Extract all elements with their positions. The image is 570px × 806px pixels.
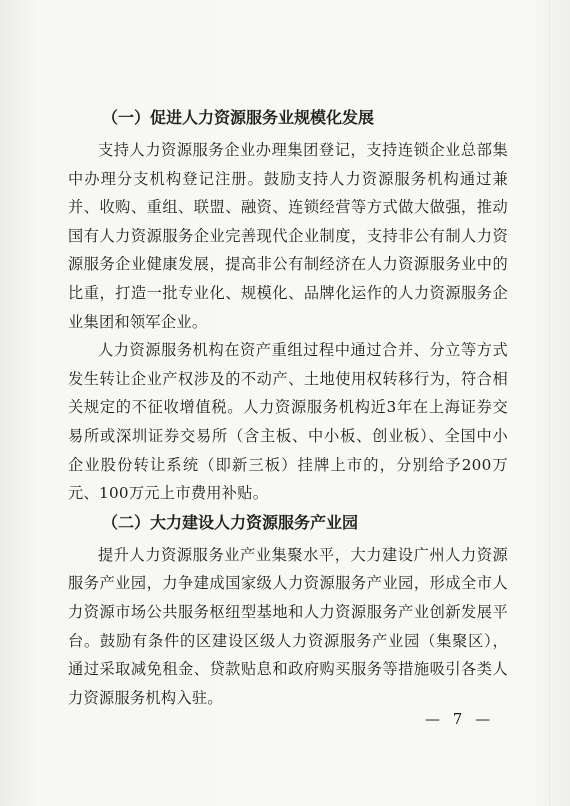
paragraph: 人力资源服务机构在资产重组过程中通过合并、分立等方式发生转让企业产权涉及的不动产、土地使用权转移行为，符合相关规定的不征收增值税。人力资源服务机构近3年在上海证券交易所或深圳证券交易所（含主板、中小板、创业板）、全国中小企业股份转让系统（即新三板）挂牌上市的，分别给予200万元、100万元上市费用补贴。 — [68, 341, 508, 503]
page-shadow — [549, 0, 550, 806]
section-2 — [68, 510, 508, 713]
paragraph: 支持人力资源服务企业办理集团登记，支持连锁企业总部集中办理分支机构登记注册。鼓励支持人力资源服务机构通过兼并、收购、重组、联盟、融资、连锁经营等方式做大做强，推动国有人力资源服务企业完善现代企业制度，支持非公有制人力资源服务企业健康发展，提高非公有制经济在人力资源服务业中的比重，打造一批专业化、规模化、品牌化运作的人力资源服务企业集团和领军企业。 — [68, 141, 508, 331]
page-content — [68, 105, 508, 712]
section-heading: （一）促进人力资源服务业规模化发展 — [102, 108, 375, 127]
section-1 — [68, 105, 508, 508]
page-number: — 7 — — [425, 710, 495, 728]
section-heading: （二）大力建设人力资源服务产业园 — [102, 512, 359, 532]
paragraph: 提升人力资源服务业产业集聚水平，大力建设广州人力资源服务产业园，力争建成国家级人力资源服务产业园，形成全市人力资源市场公共服务枢纽型基地和人力资源服务产业创新发展平台。鼓励有条件的区建设区级人力资源服务产业园（集聚区），通过采取减免租金、贷款贴息和政府购买服务等措施吸引各类人力资源服务机构入驻。 — [68, 545, 508, 707]
